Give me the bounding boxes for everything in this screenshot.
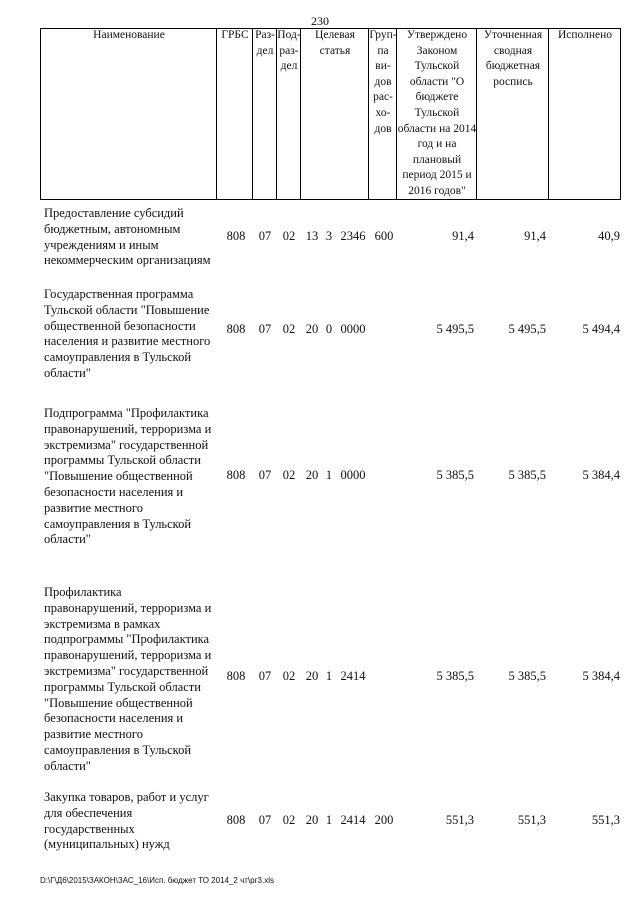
- row-razdel: 07: [258, 813, 272, 827]
- row-refined: 5 495,5: [508, 322, 546, 336]
- row-name: Государственная программа Тульской области "Повышение общественной безопасности населения и развитие местного самоуправления в Тульской области": [44, 287, 211, 380]
- row-razdel: 07: [258, 322, 272, 336]
- row-grbs: 808: [226, 813, 246, 827]
- row-cs3: 2346: [340, 229, 366, 243]
- row-refined: 551,3: [517, 813, 546, 827]
- row-cs2: 1: [325, 669, 333, 683]
- row-cs1: 20: [305, 468, 319, 482]
- page-number: 230: [311, 14, 329, 28]
- row-cs2: 3: [325, 229, 333, 243]
- row-razdel: 07: [258, 669, 272, 683]
- file-path-footer: D:\Г\Д6\2015\ЗАКОН\ЗАС_16\Исп. бюджет ТО 2014_2 чт\рг3.xls: [40, 876, 274, 885]
- header-target: Целевая статья: [300, 28, 369, 200]
- header-approved: Утверждено Законом Тульской области "О бюджете Тульской области на 2014 год и на плановый период 2015 и 2016 годов": [396, 28, 477, 200]
- row-podrazdel: 02: [282, 468, 296, 482]
- row-cs1: 20: [305, 669, 319, 683]
- row-cs1: 20: [305, 813, 319, 827]
- table-header: [40, 28, 620, 200]
- row-cs1: 13: [305, 229, 319, 243]
- row-cs2: 0: [325, 322, 333, 336]
- row-grbs: 808: [226, 669, 246, 683]
- header-executed: Исполнено: [548, 28, 621, 200]
- row-executed: 5 384,4: [582, 669, 620, 683]
- row-group: 200: [374, 813, 394, 827]
- row-cs1: 20: [305, 322, 319, 336]
- header-group: Груп-па ви-дов рас-хо-дов: [368, 28, 397, 200]
- row-refined: 91,4: [524, 229, 546, 243]
- header-right-rule: [620, 28, 621, 200]
- row-approved: 5 385,5: [436, 669, 474, 683]
- row-executed: 5 494,4: [582, 322, 620, 336]
- row-name: Профилактика правонарушений, терроризма и экстремизма в рамках подпрограммы "Профилактика правонарушений, терроризма и экстремизма" государственной программы Тульской области "Повышение общественной безопасности населения и развитие местного самоуправления в Тульской области": [44, 585, 212, 773]
- row-razdel: 07: [258, 229, 272, 243]
- row-approved: 91,4: [452, 229, 474, 243]
- row-razdel: 07: [258, 468, 272, 482]
- row-cs2: 1: [325, 468, 333, 482]
- row-name: Подпрограмма "Профилактика правонарушений, терроризма и экстремизма" государственной программы Тульской области "Повышение общественной безопасности населения и развитие местного самоуправления в Тульской области": [44, 406, 212, 547]
- row-approved: 5 495,5: [436, 322, 474, 336]
- header-grbs: ГРБС: [216, 28, 253, 200]
- row-cs3: 0000: [340, 468, 366, 482]
- row-approved: 551,3: [445, 813, 474, 827]
- row-podrazdel: 02: [282, 322, 296, 336]
- header-name: Наименование: [40, 28, 217, 200]
- row-refined: 5 385,5: [508, 468, 546, 482]
- row-executed: 551,3: [591, 813, 620, 827]
- row-grbs: 808: [226, 322, 246, 336]
- row-name: Предоставление субсидий бюджетным, автономным учреждениям и иным некоммерческим организациям: [44, 206, 211, 268]
- header-razdel: Раз-дел: [252, 28, 277, 200]
- row-cs3: 2414: [340, 669, 366, 683]
- row-cs3: 2414: [340, 813, 366, 827]
- header-podrazdel: Под-раз-дел: [276, 28, 301, 200]
- row-podrazdel: 02: [282, 669, 296, 683]
- row-refined: 5 385,5: [508, 669, 546, 683]
- row-group: 600: [374, 229, 394, 243]
- row-executed: 5 384,4: [582, 468, 620, 482]
- row-podrazdel: 02: [282, 813, 296, 827]
- row-grbs: 808: [226, 468, 246, 482]
- row-cs2: 1: [325, 813, 333, 827]
- row-name: Закупка товаров, работ и услуг для обеспечения государственных (муниципальных) нужд: [44, 790, 209, 852]
- row-cs3: 0000: [340, 322, 366, 336]
- row-grbs: 808: [226, 229, 246, 243]
- row-approved: 5 385,5: [436, 468, 474, 482]
- row-podrazdel: 02: [282, 229, 296, 243]
- row-executed: 40,9: [598, 229, 620, 243]
- header-refined: Уточненная сводная бюджетная роспись: [476, 28, 549, 200]
